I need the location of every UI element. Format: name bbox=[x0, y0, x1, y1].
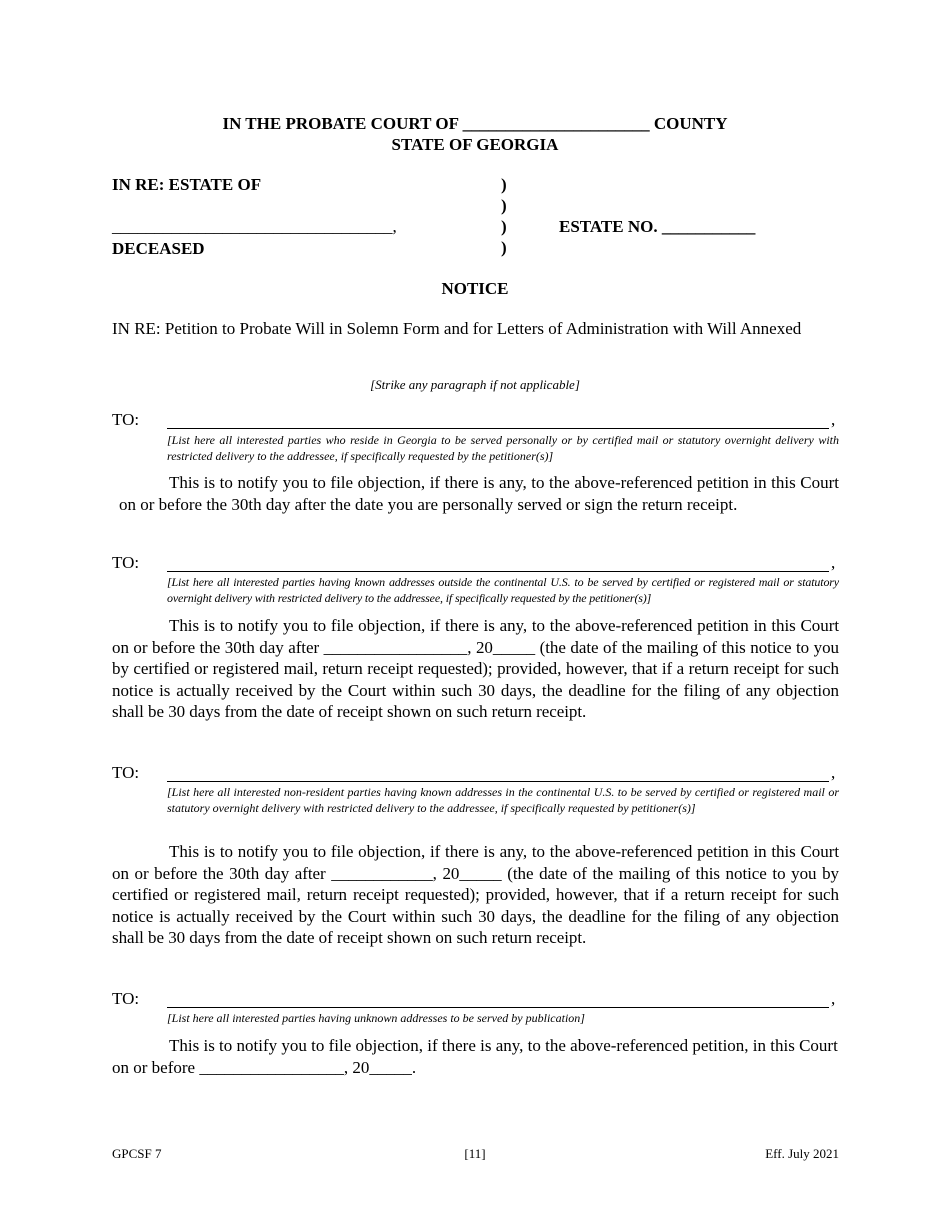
addressee-comma: , bbox=[831, 763, 836, 782]
form-id: GPCSF 7 bbox=[112, 1146, 162, 1161]
caption-paren: ) bbox=[501, 196, 507, 215]
page-number: [11] bbox=[464, 1146, 486, 1161]
notice-paragraph: This is to notify you to file objection, if there is any, to the above-referenced petition in this Court on or before the 30th day after ____________, 20_____ (the date of the mailing of this notice to you by certified or registered mail, return receipt requested); provided, however, that if a return receipt for such notice is actually received by the Court within such 30 days, the deadline for the filing of any objection shall be 30 days from the date of receipt shown on such return receipt. bbox=[112, 842, 839, 947]
effective-date: Eff. July 2021 bbox=[765, 1146, 839, 1161]
state-heading: STATE OF GEORGIA bbox=[391, 135, 559, 154]
in-re-estate-label: IN RE: ESTATE OF bbox=[112, 175, 262, 194]
instruction-note: [List here all interested parties having unknown addresses to be served by publication] bbox=[167, 1011, 585, 1025]
instruction-note: [List here all interested non-resident parties having known addresses in the continental U.S. to be served by certified or registered mail or statutory overnight delivery with restricted delivery to the addressee, if specifically requested by petitioner(s)] bbox=[167, 785, 839, 815]
addressee-comma: , bbox=[831, 553, 836, 572]
to-label: TO: bbox=[112, 989, 140, 1008]
caption-paren: ) bbox=[501, 238, 507, 257]
instruction-note: [List here all interested parties having known addresses outside the continental U.S. to be served by certified or registered mail or statutory overnight delivery with restricted delivery to the addressee, if specifically requested by the petitioner(s)] bbox=[167, 575, 839, 605]
addressee-line bbox=[167, 781, 829, 782]
caption-paren: ) bbox=[501, 217, 507, 236]
instruction-note: [List here all interested parties who reside in Georgia to be served personally or by certified mail or statutory overnight delivery with restricted delivery to the addressee, if specifically requested by the petitioner(s)] bbox=[167, 433, 839, 463]
addressee-comma: , bbox=[831, 410, 836, 429]
addressee-line bbox=[167, 1007, 829, 1008]
to-label: TO: bbox=[112, 553, 140, 572]
notice-paragraph: This is to notify you to file objection, if there is any, to the above-referenced petition, in this Court on or before _________________, 20_____. bbox=[112, 1036, 838, 1077]
addressee-line bbox=[167, 571, 829, 572]
caption-paren: ) bbox=[501, 175, 507, 194]
court-heading: IN THE PROBATE COURT OF ______________________ COUNTY bbox=[222, 114, 728, 133]
to-label: TO: bbox=[112, 763, 140, 782]
decedent-name-blank: _________________________________, bbox=[112, 217, 397, 236]
petition-subject: IN RE: Petition to Probate Will in Solemn Form and for Letters of Administration with Will Annexed bbox=[112, 319, 802, 338]
deceased-label: DECEASED bbox=[112, 239, 205, 258]
addressee-line bbox=[167, 428, 829, 429]
notice-title: NOTICE bbox=[441, 279, 509, 298]
estate-number-field: ESTATE NO. ___________ bbox=[559, 217, 756, 236]
notice-paragraph: This is to notify you to file objection, if there is any, to the above-referenced petition in this Court on or before the 30th day after the date you are personally served or sign the return receipt. bbox=[119, 473, 839, 514]
addressee-comma: , bbox=[831, 989, 836, 1008]
notice-paragraph: This is to notify you to file objection, if there is any, to the above-referenced petition in this Court on or before the 30th day after _________________, 20_____ (the date of the mailing of this notice to you by certified or registered mail, return receipt requested); provided, however, that if a return receipt for such notice is actually received by the Court within such 30 days, the deadline for the filing of any objection shall be 30 days from the date of receipt shown on such return receipt. bbox=[112, 616, 839, 721]
strike-instruction: [Strike any paragraph if not applicable] bbox=[370, 377, 580, 392]
to-label: TO: bbox=[112, 410, 140, 429]
